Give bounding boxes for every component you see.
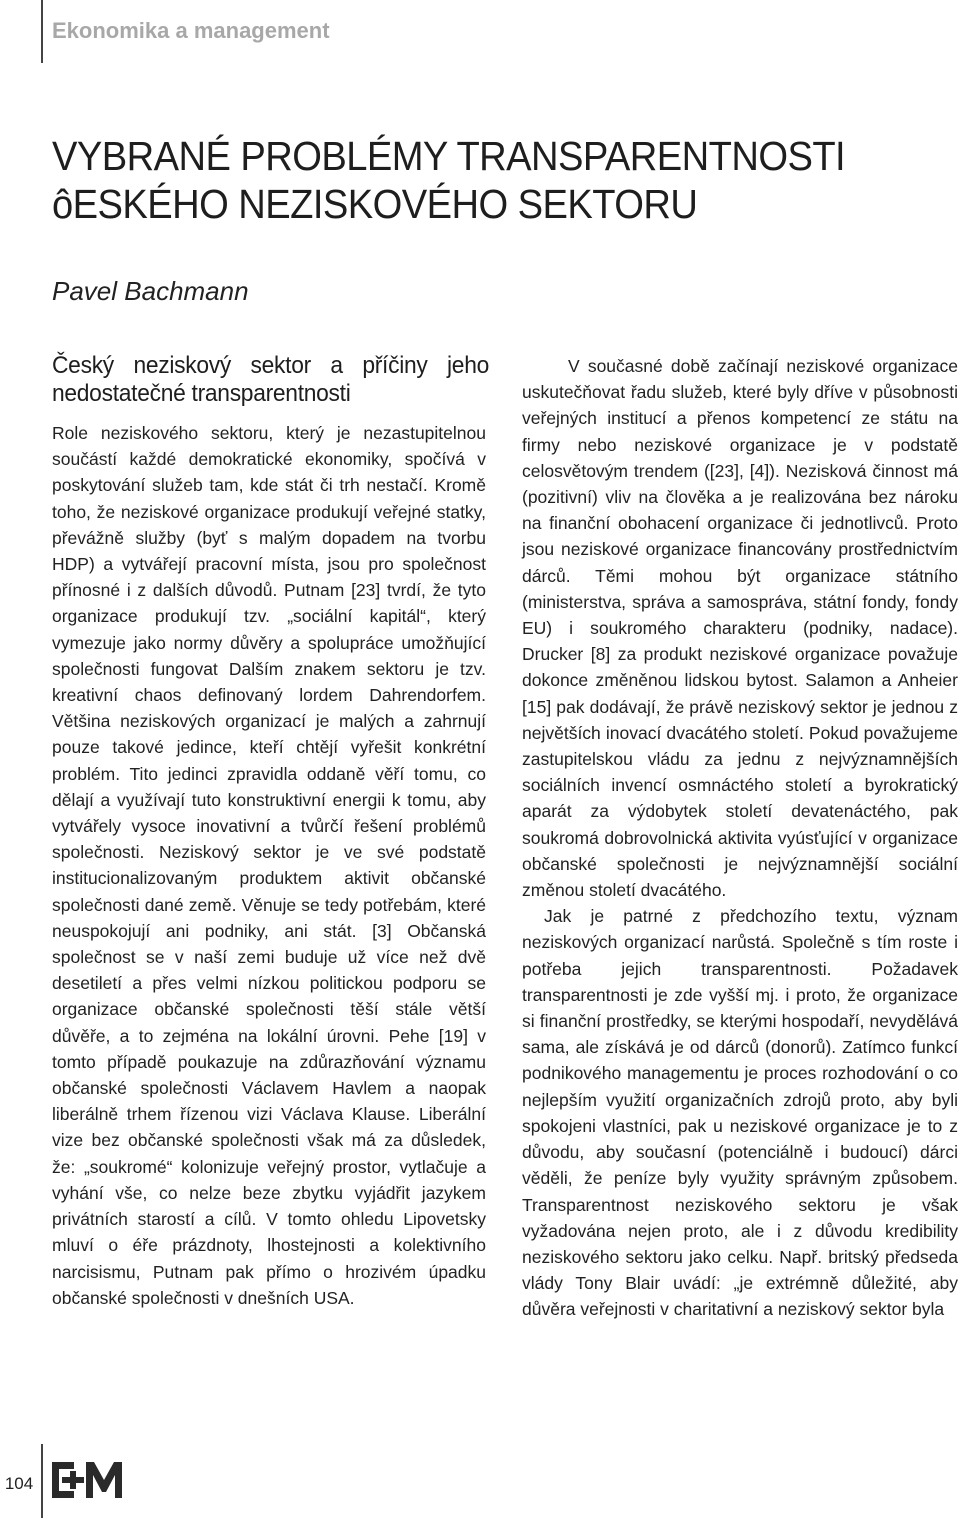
author-name: Pavel Bachmann bbox=[52, 276, 249, 306]
title-line-1: VYBRANÉ PROBLÉMY TRANSPARENTNOSTI bbox=[52, 133, 846, 179]
header-rule bbox=[41, 0, 43, 63]
article-title bbox=[52, 132, 880, 228]
right-column bbox=[522, 353, 958, 1323]
title-line-2: ôESKÉHO NEZISKOVÉHO SEKTORU bbox=[52, 181, 698, 227]
left-column bbox=[52, 352, 489, 1311]
running-header: Ekonomika a management bbox=[52, 18, 330, 43]
paragraph: Role neziskového sektoru, který je nezastupitelnou součástí každé demokratické ekonomiky, spočívá v poskytování služeb tam, kde stát či trh nestačí. Kromě toho, že neziskové organizace produkují veřejné statky, převážně služby (byť s malým dopadem na tvorbu HDP) a vytvářejí pracovní místa, jsou pro společnost přínosné i z dalších důvodů. Putnam [23] tvrdí, že tyto organizace produkují tzv. „sociální kapitál“, který vymezuje jako normy důvěry a spolupráce umožňující společnosti fungovat Dalším znakem sektoru je tzv. kreativní chaos definovaný lordem Dahrendorfem. Většina neziskových organizací je malých a zahrnují pouze takové jedince, kteří chtějí vyřešit konkrétní problém. Tito jedinci zpravidla oddaně věří tomu, co dělají a využívají tuto konstruktivní energii k tomu, aby vytvářely vysoce inovativní a tvůrčí řešení problémů společnosti. Neziskový sektor je ve své podstatě institucionalizovaným produktem aktivit občanské společnosti dané země. Věnuje se tedy potřebám, které neuspokojují ani podniky, ani stát. [3] Občanská společnost se v naší zemi buduje už více než dvě desetiletí a přes velmi nízkou politickou podporu se organizace občanské společnosti těší stále větší důvěře, a to zejména na lokální úrovni. Pehe [19] v tomto případě poukazuje na zdůrazňování významu občanské společnosti Václavem Havlem a naopak liberálně trhem řízenou vizi Václava Klause. Liberální vize bez občanské společnosti však má za důsledek, že: „soukromé“ kolonizuje veřejný prostor, vytlačuje a vyhání vše, co nelze beze zbytku vyjádřit jazykem privátních starostí a cílů. V tomto ohledu Lipovetsky mluví o éře prázdnoty, lhostejnosti a kolektivního narcisismu, Putnam pak přímo o hrozivém úpadku občanské společnosti v dnešních USA. bbox=[52, 423, 486, 1308]
paragraph: Jak je patrné z předchozího textu, význam neziskových organizací narůstá. Společně s tím roste i potřeba jejich transparentnosti. Požadavek transparentnosti je zde vyšší mj. i proto, že organizace si finanční prostředky, se kterými hospodaří, nevydělává sama, ale získává je od dárců (donorů). Zatímco funkcí podnikového managementu je proces rozhodování o co nejlepším využití organizačních zdrojů proto, aby byli spokojeni vlastníci, pak u neziskové organizace je to z důvodu, aby současní (potenciálně i budoucí) dárci věděli, že peníze byly využity správným způsobem. Transparentnost neziskového sektoru je však vyžadována nejen proto, ale i z důvodu kredibility neziskového sektoru jako celku. Např. britský předseda vlády Tony Blair uvádí: „je extrémně důležité, aby důvěra veřejnosti v charitativní a neziskový sektor byla bbox=[522, 906, 958, 1320]
footer-rule bbox=[41, 1444, 43, 1518]
paragraph: V současné době začínají neziskové organizace uskutečňovat řadu služeb, které byly dříve v působnosti veřejných institucí a přenos kompetencí ze státu na firmy nebo neziskové organizace je v podstatě celosvětovým trendem ([23], [4]). Nezisková činnost má (pozitivní) vliv na člověka a je realizována bez nároku na finanční obohacení organizace či jednotlivců. Proto jsou neziskové organizace financovány prostřednictvím dárců. Těmi mohou být organizace státního (ministerstva, správa a samospráva, státní fondy, fondy EU) i soukromého charakteru (podniky, nadace). Drucker [8] za produkt neziskové organizace považuje dokonce změněnou lidskou bytost. Salamon a Anheier [15] pak dodávají, že právě neziskový sektor je jednou z největších inovací dvacátého století. Pokud považujeme zastupitelskou vládu za jednu z nejvýznamnějších sociálních invencí osmnáctého století a byrokratický aparát za výdobytek století devatenáctého, pak soukromá dobrovolnická aktivita vyúsťující v organizace občanské společnosti je nejvýznamnější sociální změnou století dvacátého. bbox=[522, 356, 958, 901]
page-number: 104 bbox=[4, 1474, 34, 1493]
section-heading: Český neziskový sektor a příčiny jeho nedostatečné transparentnosti bbox=[52, 352, 489, 407]
journal-logo-icon bbox=[52, 1460, 124, 1500]
